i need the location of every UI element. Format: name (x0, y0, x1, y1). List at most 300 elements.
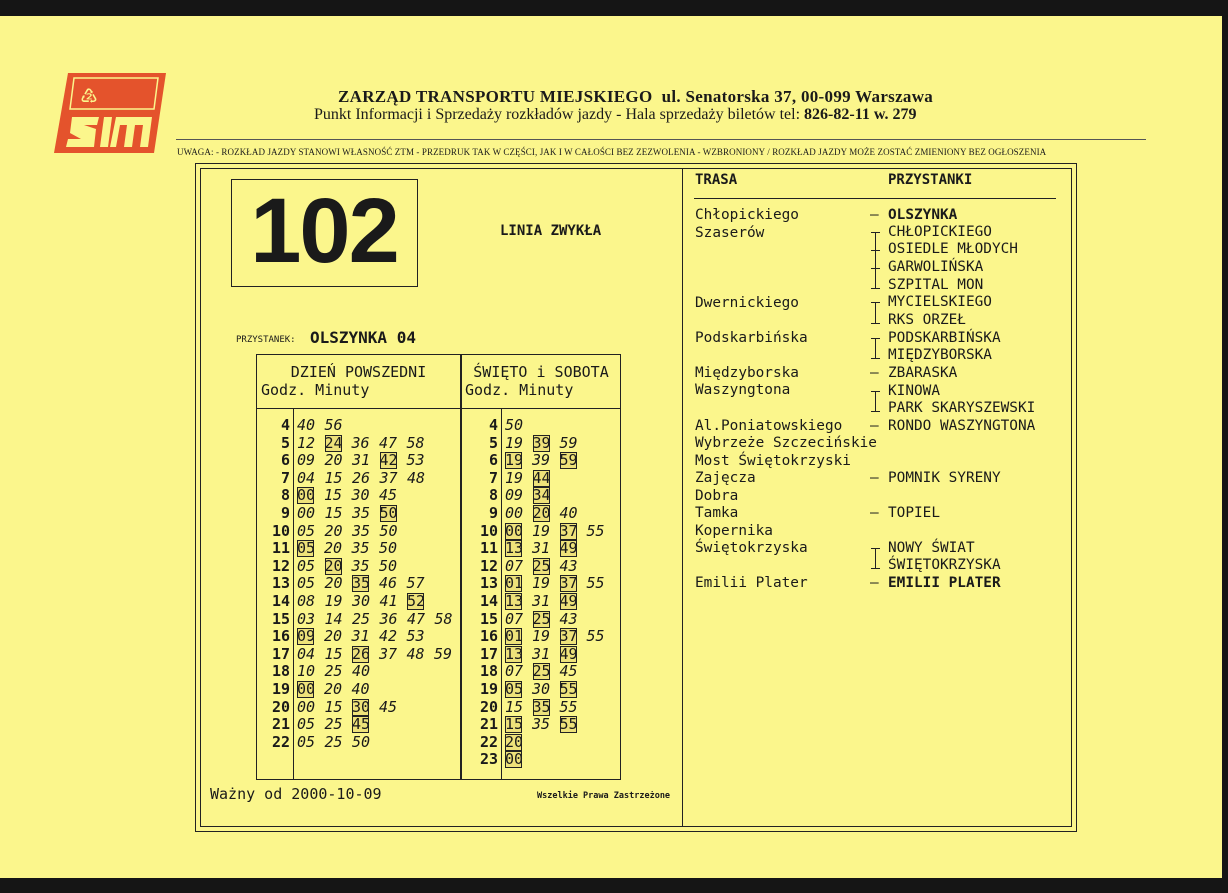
stop-connector-tick (871, 232, 880, 233)
route-street (695, 312, 877, 330)
minute: 43 (559, 556, 578, 575)
route-street: Kopernika (695, 522, 773, 539)
holiday-title: ŚWIĘTO i SOBOTA (473, 363, 609, 381)
minute: 50 (505, 416, 524, 434)
minute-marked: 44 (532, 468, 551, 487)
timetable-row (462, 628, 620, 646)
timetable-row (257, 470, 460, 488)
minute: 35 (351, 556, 370, 575)
minute: 36 (379, 609, 398, 628)
stop-name: OLSZYNKA 04 (310, 328, 416, 347)
minutes-cell (505, 417, 533, 434)
hour-cell: 10 (479, 521, 498, 540)
minutes-cell (297, 452, 434, 469)
minute: 26 (352, 468, 371, 487)
route-street (695, 400, 877, 418)
minutes-cell (297, 487, 407, 504)
minute: 30 (351, 486, 370, 505)
minutes-cell (297, 540, 407, 557)
route-street: Szaserów (695, 224, 765, 241)
hour-cell: 7 (280, 468, 290, 487)
minute-marked: 26 (352, 644, 371, 663)
route-street (695, 347, 877, 365)
minute: 25 (352, 609, 371, 628)
minute: 10 (297, 662, 316, 681)
minute-marked: 20 (532, 503, 551, 522)
minute: 00 (297, 697, 316, 716)
minute: 37 (379, 644, 398, 663)
minute-marked: 35 (532, 697, 551, 716)
minute-marked: 34 (532, 486, 551, 505)
minutes-cell (505, 540, 587, 557)
minute-marked: 55 (559, 715, 578, 734)
holiday-subtitle: Godz. Minuty (465, 381, 574, 399)
minute: 19 (532, 574, 551, 593)
hour-cell: 11 (271, 539, 290, 558)
timetable-row (257, 699, 460, 717)
stop-connector-tick (871, 268, 880, 269)
timetable-row (257, 452, 460, 470)
minutes-cell (297, 417, 352, 434)
timetable-row (257, 628, 460, 646)
minute-marked: 00 (505, 750, 524, 769)
minute: 07 (505, 609, 524, 628)
minute-marked: 01 (505, 574, 524, 593)
stop-label: PRZYSTANEK: (236, 335, 296, 345)
weekday-subtitle: Godz. Minuty (261, 381, 370, 399)
minutes-cell (297, 699, 407, 716)
minute: 50 (379, 556, 398, 575)
ztm-logo (54, 73, 166, 153)
route-street: Świętokrzyska (695, 540, 808, 557)
minute-marked: 13 (505, 539, 524, 558)
route-street: Tamka (695, 505, 739, 522)
stop-connector-tick (871, 323, 880, 324)
stop-connector-tick (871, 358, 880, 359)
minute: 00 (505, 503, 524, 522)
timetable-row (257, 681, 460, 699)
table-header-rule (257, 408, 460, 409)
hour-cell: 13 (479, 574, 498, 593)
minutes-cell (505, 646, 587, 663)
minute: 31 (532, 539, 551, 558)
header-rule (176, 139, 1146, 140)
minute: 55 (586, 627, 605, 646)
minute: 00 (297, 503, 316, 522)
timetable-row (462, 751, 620, 769)
minutes-cell (297, 558, 407, 575)
minute-marked: 13 (505, 644, 524, 663)
minute: 19 (324, 591, 343, 610)
minute: 48 (406, 644, 425, 663)
minute-marked: 19 (505, 451, 524, 470)
hour-cell: 20 (479, 697, 498, 716)
hour-cell: 23 (479, 750, 498, 769)
route-street: Al.Poniatowskiego (695, 417, 843, 434)
route-stop: CHŁOPICKIEGO (888, 224, 992, 240)
minutes-cell (297, 523, 407, 540)
minute: 07 (505, 662, 524, 681)
minute: 35 (352, 503, 371, 522)
route-stop: SZPITAL MON (888, 277, 984, 293)
hour-cell: 22 (271, 732, 290, 751)
stops-header: PRZYSTANKI (888, 172, 973, 188)
minute-marked: 37 (559, 627, 578, 646)
hour-cell: 21 (271, 715, 290, 734)
timetable-row (257, 734, 460, 752)
minute-marked: 25 (532, 609, 551, 628)
minute: 25 (324, 662, 343, 681)
timetable-row (462, 558, 620, 576)
timetable-row (257, 663, 460, 681)
minute-marked: 50 (379, 503, 398, 522)
hour-cell: 5 (488, 433, 498, 452)
minute-marked: 00 (297, 486, 316, 505)
minute: 30 (532, 679, 551, 698)
minutes-cell (505, 558, 587, 575)
minute: 20 (324, 679, 343, 698)
minute-marked: 00 (505, 521, 524, 540)
minute-marked: 55 (559, 679, 578, 698)
minutes-cell (505, 681, 587, 698)
route-stop: TOPIEL (888, 505, 940, 521)
minute-marked: 05 (297, 539, 316, 558)
minute: 56 (324, 416, 343, 434)
timetable-row (462, 417, 620, 435)
timetable-row (257, 487, 460, 505)
line-number: 102 (250, 180, 398, 282)
minutes-cell (505, 487, 560, 504)
timetable-row (462, 487, 620, 505)
panel-divider (682, 168, 683, 826)
hour-cell: 19 (271, 679, 290, 698)
hour-cell: 21 (479, 715, 498, 734)
minute: 59 (434, 644, 453, 663)
route-stop: MIĘDZYBORSKA (888, 347, 992, 363)
minute: 05 (297, 715, 316, 734)
header-org: ZARZĄD TRANSPORTU MIEJSKIEGO ul. Senatorska 37, 00-099 Warszawa (338, 87, 934, 106)
hour-cell: 22 (479, 732, 498, 751)
minute-marked: 49 (559, 591, 578, 610)
hour-cell: 13 (271, 574, 290, 593)
header-info: Punkt Informacji i Sprzedaży rozkładów jazdy - Hala sprzedaży biletów tel: 826-82-11 w. 279 (314, 106, 917, 123)
minute-marked: 20 (324, 556, 343, 575)
minutes-cell (505, 470, 560, 487)
timetable-row (257, 611, 460, 629)
minutes-cell (505, 628, 614, 645)
minutes-cell (297, 470, 435, 487)
minute: 15 (324, 468, 343, 487)
minutes-cell (297, 435, 434, 452)
minute: 42 (379, 627, 398, 646)
minute: 20 (324, 451, 343, 470)
route-street (695, 260, 877, 278)
route-street: Chłopickiego (695, 207, 799, 223)
timetable-row (462, 734, 620, 752)
minute-marked: 35 (352, 574, 371, 593)
minute: 08 (297, 591, 316, 610)
route-street (695, 558, 877, 576)
stop-connector (875, 302, 876, 323)
minute-marked: 59 (559, 451, 578, 470)
minute: 31 (352, 451, 371, 470)
minute: 36 (351, 433, 370, 452)
route-header-rule (694, 198, 1056, 199)
timetable-row (462, 435, 620, 453)
hour-cell: 15 (271, 609, 290, 628)
timetable-row (462, 699, 620, 717)
hour-cell: 8 (488, 486, 498, 505)
minute-marked: 24 (324, 433, 343, 452)
minutes-cell (297, 716, 379, 733)
minutes-cell (297, 505, 407, 522)
hour-cell: 4 (280, 416, 290, 434)
minute: 09 (505, 486, 524, 505)
timetable-row (257, 540, 460, 558)
minutes-cell (297, 593, 434, 610)
timetable-row (462, 540, 620, 558)
minute: 19 (532, 521, 551, 540)
minute: 31 (532, 644, 551, 663)
minute-marked: 20 (505, 732, 524, 751)
minute: 47 (379, 433, 398, 452)
minutes-cell (297, 681, 379, 698)
route-dash: – (870, 418, 879, 434)
route-street (695, 277, 877, 295)
minute: 20 (324, 539, 343, 558)
stop-connector-tick (871, 250, 880, 251)
stop-connector (875, 548, 876, 568)
stop-connector-tick (871, 548, 880, 549)
route-stop: MYCIELSKIEGO (888, 294, 992, 310)
route-stop: RKS ORZEŁ (888, 312, 966, 328)
route-dash: – (870, 365, 879, 381)
stop-connector-tick (871, 568, 880, 569)
route-stop: ZBARASKA (888, 365, 958, 381)
minutes-cell (505, 611, 587, 628)
minutes-cell (505, 593, 587, 610)
hour-cell: 12 (271, 556, 290, 575)
hour-cell: 20 (271, 697, 290, 716)
minute-marked: 25 (532, 556, 551, 575)
minute: 30 (352, 591, 371, 610)
minute: 45 (379, 697, 398, 716)
route-dash: – (870, 505, 879, 521)
timetable-row (462, 663, 620, 681)
route-stop: EMILII PLATER (888, 575, 1001, 591)
minutes-cell (505, 575, 614, 592)
route-street: Waszyngtona (695, 382, 791, 399)
minute: 15 (324, 486, 343, 505)
minute: 25 (324, 715, 343, 734)
stop-connector (875, 338, 876, 358)
timetable-row (462, 646, 620, 664)
minute: 15 (324, 697, 343, 716)
minutes-cell (505, 716, 587, 733)
minute: 05 (297, 732, 316, 751)
minute: 19 (505, 433, 524, 452)
minute-marked: 00 (297, 679, 316, 698)
timetable-row (257, 593, 460, 611)
minute: 47 (407, 609, 426, 628)
timetable-row (257, 646, 460, 664)
timetable-row (462, 575, 620, 593)
minute: 31 (532, 591, 551, 610)
route-stop: PODSKARBIŃSKA (888, 330, 1001, 346)
route-street: Emilii Plater (695, 575, 808, 592)
timetable-row (462, 716, 620, 734)
stop-connector (875, 391, 876, 411)
minute-marked: 37 (559, 574, 578, 593)
minute: 55 (586, 521, 605, 540)
minute: 59 (559, 433, 578, 452)
hour-cell: 11 (479, 539, 498, 558)
holiday-rows (462, 417, 620, 769)
minute: 35 (532, 715, 551, 734)
minutes-cell (505, 523, 614, 540)
stop-connector-tick (871, 411, 880, 412)
route-stop: OSIEDLE MŁODYCH (888, 241, 1018, 257)
timetable-row (462, 611, 620, 629)
minute: 15 (324, 503, 343, 522)
hour-cell: 15 (479, 609, 498, 628)
stop-connector-tick (871, 302, 880, 303)
minute-marked: 05 (505, 679, 524, 698)
minute: 40 (559, 503, 578, 522)
minute: 41 (379, 591, 398, 610)
timetable-row (257, 435, 460, 453)
minute: 45 (559, 662, 578, 681)
hour-cell: 5 (280, 433, 290, 452)
route-street: Międzyborska (695, 364, 799, 381)
minute-marked: 30 (352, 697, 371, 716)
hour-cell: 10 (271, 521, 290, 540)
hour-cell: 6 (280, 451, 290, 470)
timetable-row (462, 593, 620, 611)
timetable-row (462, 470, 620, 488)
minute: 35 (352, 521, 371, 540)
minute: 50 (379, 521, 398, 540)
route-header: TRASA (695, 172, 738, 188)
minute-marked: 42 (379, 451, 398, 470)
route-street: Dobra (695, 487, 739, 504)
hour-cell: 17 (271, 644, 290, 663)
minutes-cell (505, 699, 587, 716)
valid-from: Ważny od 2000-10-09 (210, 785, 382, 803)
timetable-row (257, 523, 460, 541)
minute: 46 (379, 574, 398, 593)
hour-cell: 9 (488, 503, 498, 522)
minutes-cell (505, 452, 587, 469)
route-stop: PARK SKARYSZEWSKI (888, 400, 1036, 416)
timetable-row (462, 681, 620, 699)
minute: 19 (505, 468, 524, 487)
route-dash: – (870, 470, 879, 486)
hour-cell: 18 (271, 662, 290, 681)
route-stop: RONDO WASZYNGTONA (888, 418, 1036, 434)
minutes-cell (297, 734, 380, 751)
hour-cell: 9 (280, 503, 290, 522)
route-street: Podskarbińska (695, 329, 808, 346)
route-street: Most Świętokrzyski (695, 452, 851, 469)
minutes-cell (297, 628, 434, 645)
minute: 40 (352, 662, 371, 681)
minute: 20 (324, 574, 343, 593)
minute: 20 (324, 521, 343, 540)
hour-cell: 14 (479, 591, 498, 610)
minute: 37 (379, 468, 398, 487)
weekday-table (256, 354, 461, 780)
minute: 04 (297, 644, 316, 663)
hour-cell: 14 (271, 591, 290, 610)
timetable-row (257, 417, 460, 435)
minute-marked: 15 (505, 715, 524, 734)
minute: 53 (406, 627, 425, 646)
minute: 43 (559, 609, 578, 628)
hour-cell: 17 (479, 644, 498, 663)
minute: 45 (379, 486, 398, 505)
minute: 25 (324, 732, 343, 751)
hour-cell: 18 (479, 662, 498, 681)
route-street: Zajęcza (695, 470, 756, 487)
minute: 55 (559, 697, 578, 716)
stop-connector-tick (871, 338, 880, 339)
minute-marked: 09 (297, 627, 316, 646)
minute: 40 (351, 679, 370, 698)
route-stop: ŚWIĘTOKRZYSKA (888, 557, 1001, 573)
hour-cell: 16 (479, 627, 498, 646)
minute: 15 (505, 697, 524, 716)
minute: 31 (351, 627, 370, 646)
hour-cell: 7 (488, 468, 498, 487)
minute-marked: 13 (505, 591, 524, 610)
svg-text:♴: ♴ (80, 86, 98, 108)
timetable-row (257, 558, 460, 576)
minute: 53 (406, 451, 425, 470)
stop-connector-tick (871, 391, 880, 392)
route-stop: GARWOLIŃSKA (888, 259, 984, 275)
minutes-cell (505, 734, 532, 751)
minutes-cell (505, 663, 587, 680)
timetable-row (462, 505, 620, 523)
minutes-cell (297, 575, 434, 592)
route-street: Wybrzeże Szczecińskie (695, 435, 877, 452)
line-type: LINIA ZWYKŁA (500, 223, 602, 239)
route-stop: OLSZYNKA (888, 207, 958, 223)
minute: 09 (297, 451, 316, 470)
route-stop: NOWY ŚWIAT (888, 540, 975, 556)
minute-marked: 39 (532, 433, 551, 452)
hour-cell: 16 (271, 627, 290, 646)
minute: 15 (324, 644, 343, 663)
minute-marked: 37 (559, 521, 578, 540)
minute: 07 (505, 556, 524, 575)
timetable-row (257, 716, 460, 734)
minute-marked: 52 (407, 591, 426, 610)
street-list (695, 207, 877, 593)
minute-marked: 49 (559, 644, 578, 663)
minute: 35 (351, 539, 370, 558)
timetable-row (462, 523, 620, 541)
weekday-rows (257, 417, 460, 751)
holiday-table (461, 354, 621, 780)
minute: 04 (297, 468, 316, 487)
minutes-cell (297, 646, 462, 663)
route-street (695, 242, 877, 260)
route-dash: – (870, 207, 879, 223)
minutes-cell (505, 751, 532, 768)
minute: 39 (532, 451, 551, 470)
